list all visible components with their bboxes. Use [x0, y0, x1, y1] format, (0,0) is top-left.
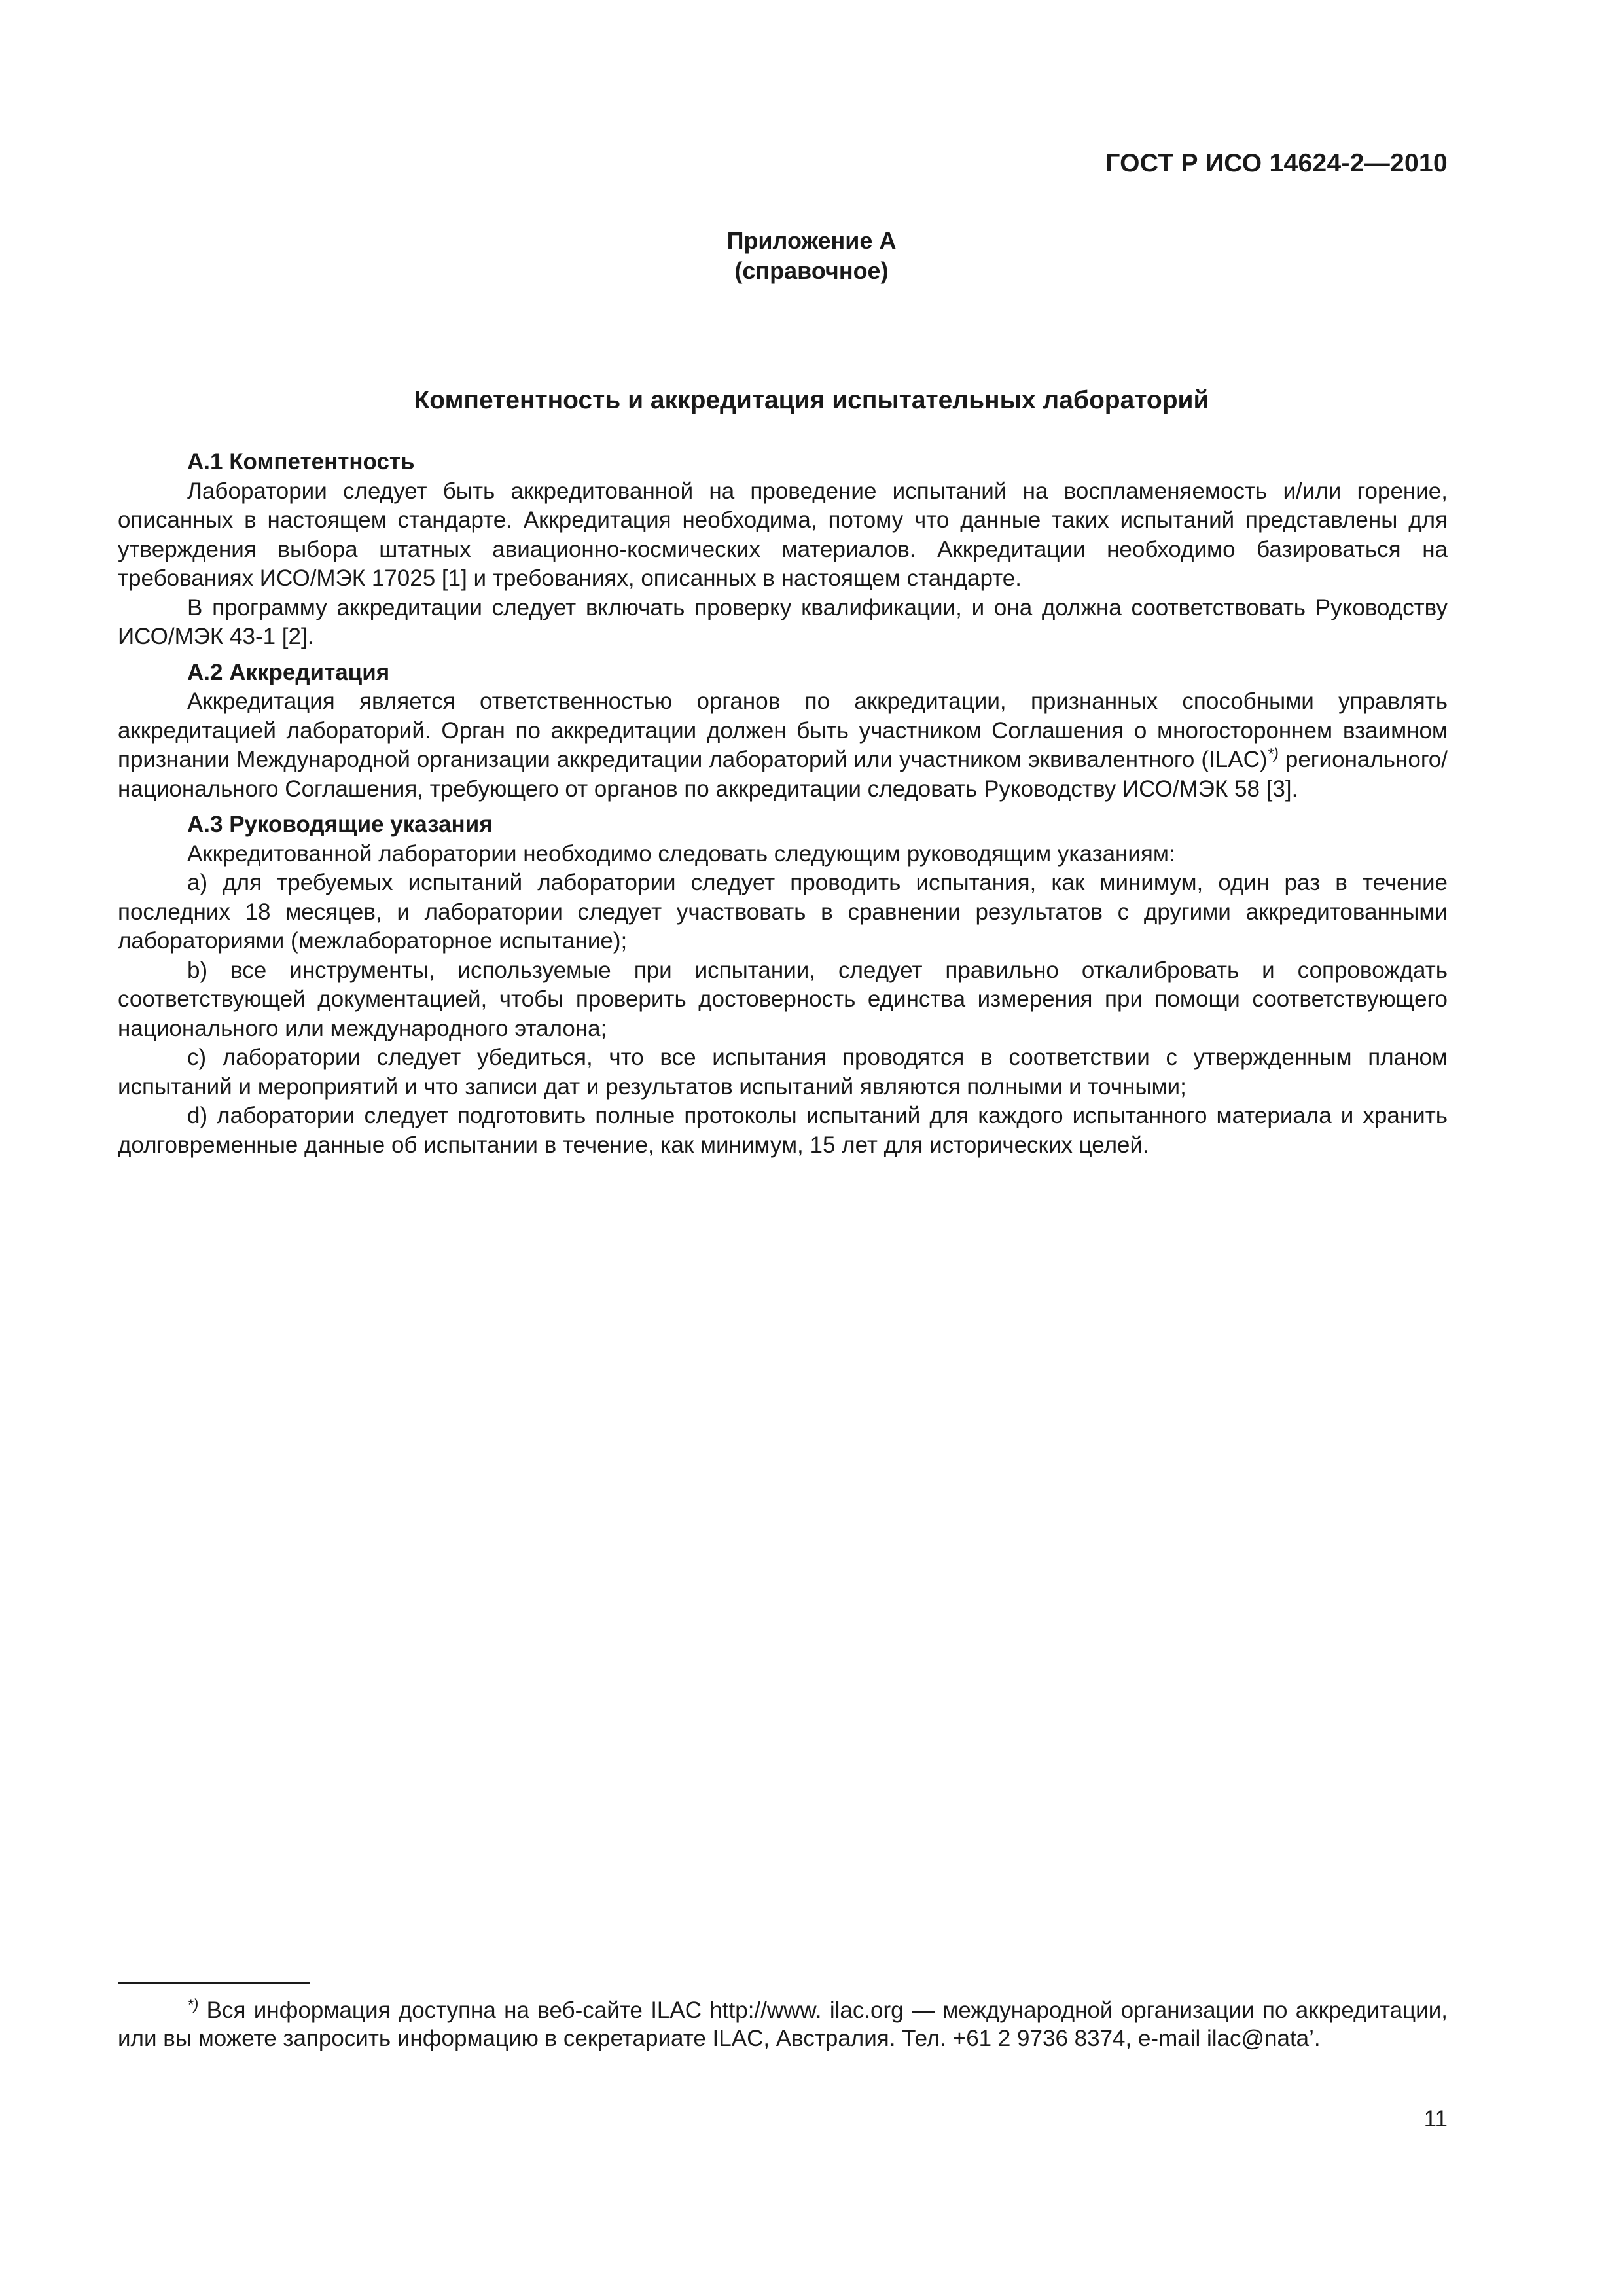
- footnote-mark: *): [187, 1996, 199, 2014]
- guideline-item: d) лаборатории следует подготовить полные протоколы испытаний для каждого испытанного материала и хранить долговременные данные об испытании в течение, как минимум, 15 лет для исторических целей.: [118, 1103, 1448, 1158]
- footnote-reference-mark: *): [1267, 745, 1279, 763]
- guideline-item: b) все инструменты, используемые при испытании, следует правильно откалибровать и сопровождать соответствующей документацией, чтобы проверить достоверность единства измерения при помощи соответствующего национального или международного эталона;: [118, 957, 1448, 1041]
- footnote-text: Вся информация доступна на веб-сайте ILAC http://www. ilac.org — международной организации по аккредитации, или вы можете запросить информацию в секретариате ILAC, Австралия. Тел. +61 2 9736 8374, e-mail ilac@nata’.: [118, 1998, 1448, 2051]
- section-a1-heading: А.1 Компетентность: [187, 449, 415, 475]
- section-a2-text-continued: регионального/национального Соглашения, требующего от органов по аккредитации следовать Руководству ИСО/МЭК 58 [3].: [118, 747, 1448, 802]
- section-a1-paragraph: В программу аккредитации следует включать проверку квалификации, и она должна соответствовать Руководству ИСО/МЭК 43-1 [2].: [118, 594, 1448, 649]
- footnote: [118, 1996, 1448, 2053]
- section-a1-paragraph: Лаборатории следует быть аккредитованной на проведение испытаний на воспламеняемость и/или горение, описанных в настоящем стандарте. Аккредитация необходима, потому что данные таких испытаний представлены для утверждения выбора штатных авиационно-космических материалов. Аккредитации необходимо базироваться на требованиях ИСО/МЭК 17025 [1] и требованиях, описанных в настоящем стандарте.: [118, 478, 1448, 591]
- section-a2-heading: А.2 Аккредитация: [187, 659, 390, 685]
- section-a3-intro: Аккредитованной лаборатории необходимо следовать следующим руководящим указаниям:: [187, 840, 1175, 867]
- annex-label: [0, 226, 1623, 286]
- footnote-separator: [118, 1982, 310, 1984]
- section-a2-paragraph: [118, 687, 1448, 804]
- document-body: [118, 448, 1448, 1160]
- annex-title: Приложение А: [726, 227, 897, 254]
- document-code-header: ГОСТ Р ИСО 14624-2—2010: [1105, 149, 1448, 177]
- annex-main-title: Компетентность и аккредитация испытательных лабораторий: [414, 386, 1209, 414]
- guideline-item: с) лаборатории следует убедиться, что все испытания проводятся в соответствии с утвержденным планом испытаний и мероприятий и что записи дат и результатов испытаний являются полными и точными;: [118, 1045, 1448, 1100]
- annex-type: (справочное): [734, 257, 889, 284]
- page-number: 11: [1423, 2106, 1448, 2132]
- guideline-item: а) для требуемых испытаний лаборатории следует проводить испытания, как минимум, один раз в течение последних 18 месяцев, и лаборатории следует участвовать в сравнении результатов с другими аккредитованными лабораториями (межлабораторное испытание);: [118, 870, 1448, 954]
- section-a3-heading: А.3 Руководящие указания: [187, 812, 493, 837]
- section-a2-text: Аккредитация является ответственностью органов по аккредитации, признанных способными управлять аккредитацией лабораторий. Орган по аккредитации должен быть участником Соглашения о многостороннем взаимном признании Международной организации аккредитации лабораторий или участником эквивалентного (ILAC): [118, 689, 1448, 772]
